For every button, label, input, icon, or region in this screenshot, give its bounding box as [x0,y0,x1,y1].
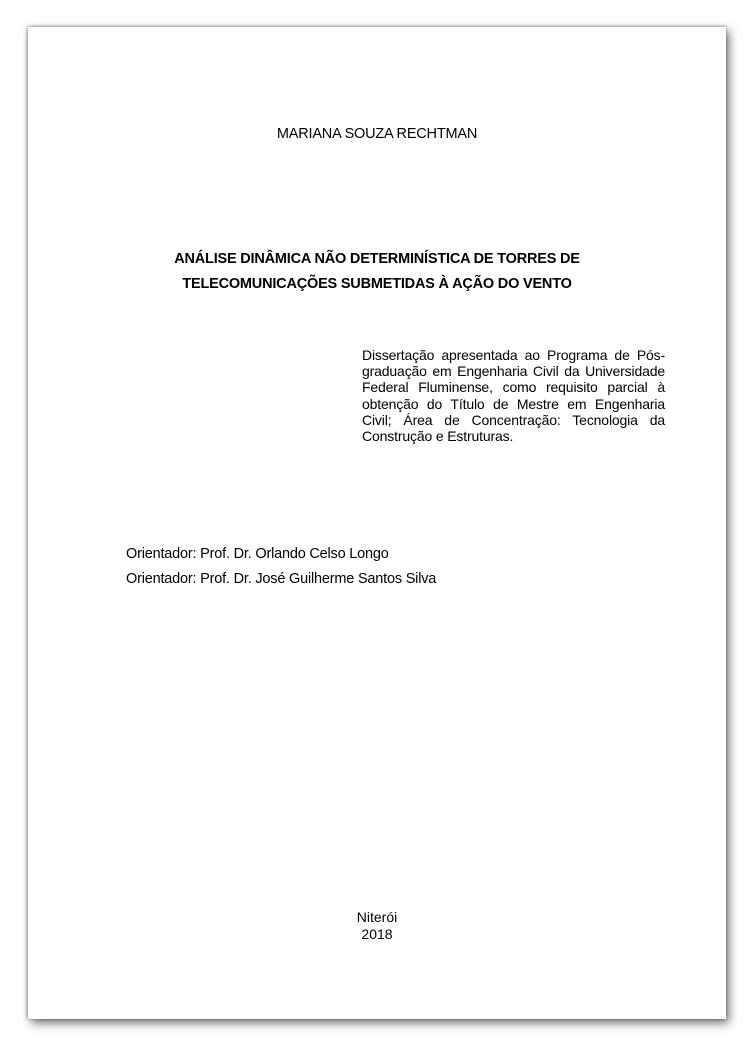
description-line: Dissertação apresentada ao Programa de Pós- [362,347,665,363]
city: Niterói [356,909,398,925]
advisor-line: Orientador: Prof. Dr. Orlando Celso Longo [126,546,389,562]
document-page [28,27,726,1019]
title-line-1: ANÁLISE DINÂMICA NÃO DETERMINÍSTICA DE TORRES DE [174,251,580,267]
description-line: graduação em Engenharia Civil da Universidade [362,363,665,380]
description-line: obtenção do Título de Mestre em Engenharia [362,395,665,412]
advisors-block [126,542,436,592]
dissertation-title [68,247,686,297]
description-line: Federal Fluminense, como requisito parcial à [362,379,665,396]
author-name: MARIANA SOUZA RECHTMAN [276,126,478,142]
description-line: Civil; Área de Concentração: Tecnologia da [362,411,665,428]
place-and-date [28,909,726,943]
description-line: Construção e Estruturas. [362,428,514,445]
year: 2018 [361,926,393,942]
title-line-2: TELECOMUNICAÇÕES SUBMETIDAS À AÇÃO DO VENTO [182,276,572,292]
dissertation-description [362,347,665,444]
advisor-line: Orientador: Prof. Dr. José Guilherme Santos Silva [126,571,437,587]
